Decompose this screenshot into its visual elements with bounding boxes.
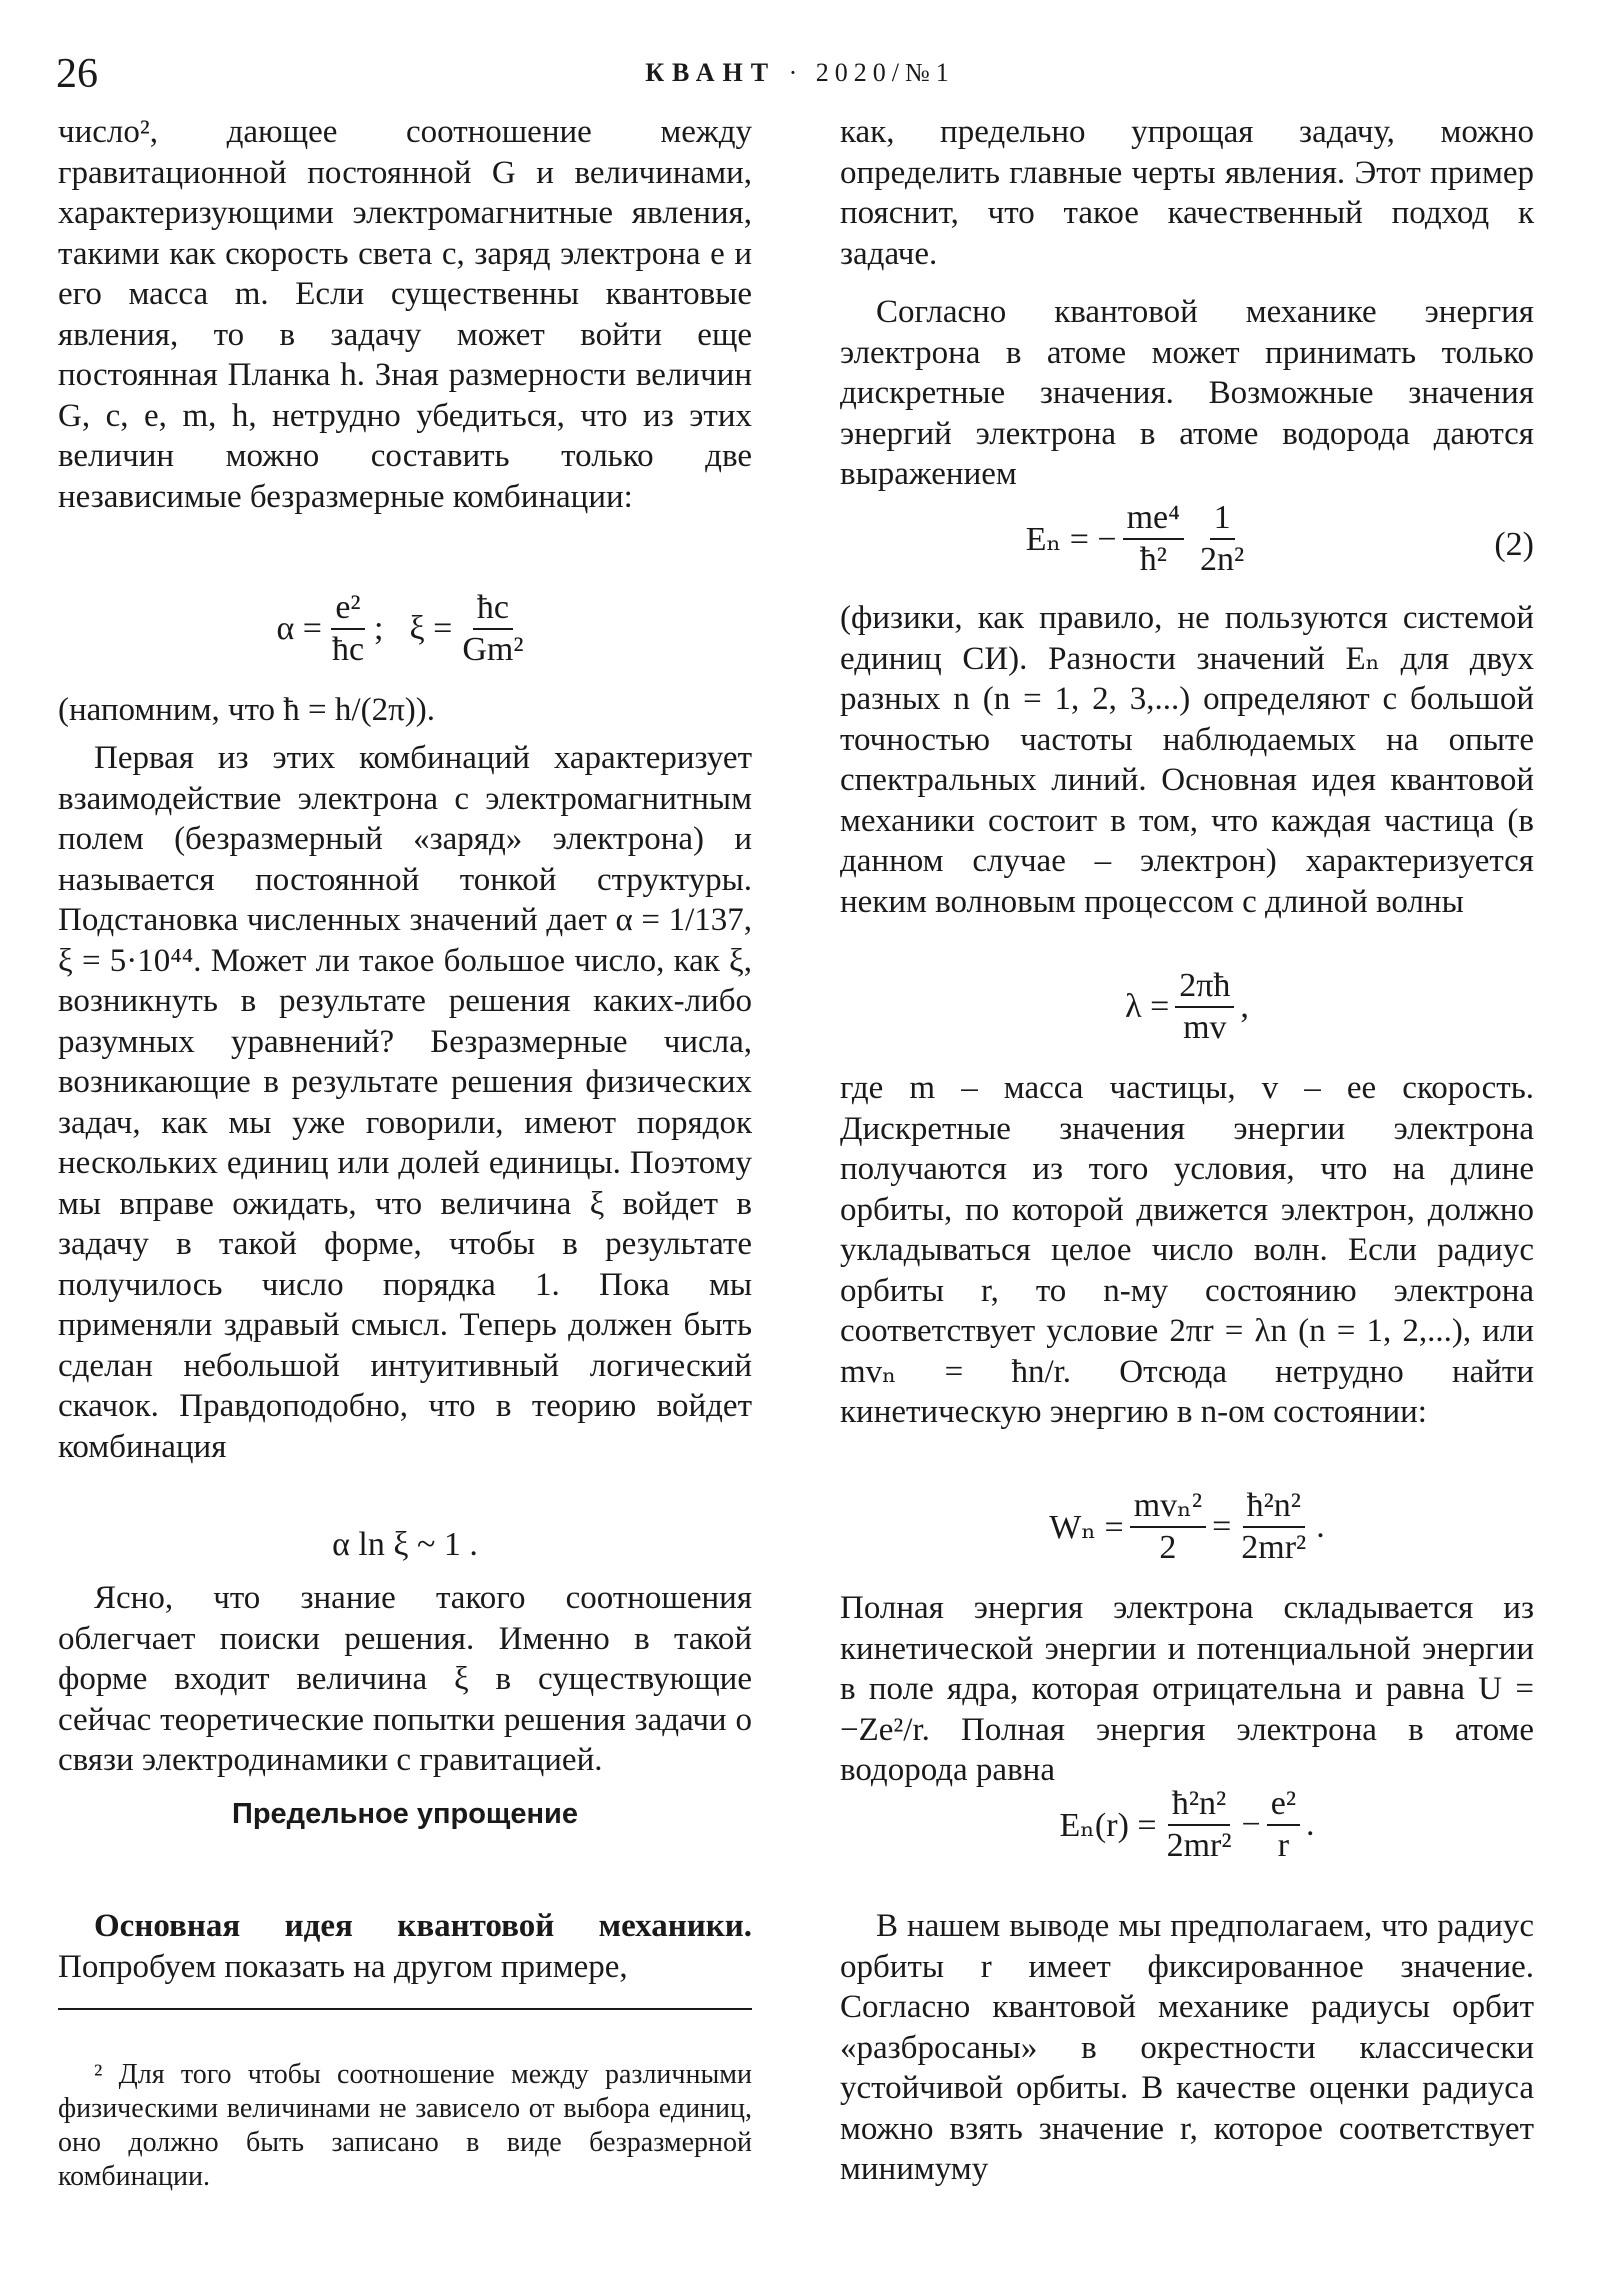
numerator: ħc xyxy=(473,588,513,630)
fraction xyxy=(328,588,368,670)
numerator: e² xyxy=(1267,1784,1300,1826)
footnote-divider xyxy=(58,2008,752,2010)
bold-lead: Основная идея квантовой механики. xyxy=(94,1908,752,1944)
formula-energy-levels xyxy=(840,498,1440,580)
formula-alpha-ln-xi: α ln ξ ~ 1 . xyxy=(332,1526,478,1563)
numerator: me⁴ xyxy=(1123,498,1184,540)
formula-alpha-xi xyxy=(58,588,752,670)
right-paragraph-2: Согласно квантовой механике энергия электрона в атоме может принимать только дискретные значения. Возможные значения энергий электрона в атоме водорода даются выражением xyxy=(840,294,1534,492)
numerator: mvₙ² xyxy=(1130,1486,1206,1528)
formula-part: Eₙ(r) = xyxy=(1059,1807,1157,1844)
left-paragraph-4 xyxy=(58,1906,752,1987)
formula-part: Wₙ = xyxy=(1049,1509,1124,1546)
left-paragraph-1: число², дающее соотношение между гравитационной постоянной G и величинами, характеризующими электромагнитные явления, такими как скорость света c, заряд электрона e и его масса m. Если существенны квантовые явления, то в задачу может войти еще постоянная Планка h. Зная размерности величин G, c, e, m, h, нетрудно убедиться, что из этих величин можно составить только две независимые безразмерные комбинации: xyxy=(58,114,752,515)
denominator: r xyxy=(1277,1827,1290,1864)
formula-total-energy xyxy=(840,1784,1534,1866)
formula-part: = xyxy=(1212,1508,1232,1545)
equation-number: (2) xyxy=(1494,526,1534,563)
fraction xyxy=(1130,1486,1206,1568)
numerator: e² xyxy=(331,588,364,630)
fraction xyxy=(1123,498,1184,580)
fraction xyxy=(1175,966,1234,1048)
fraction xyxy=(1163,1784,1236,1866)
left-paragraph-3: Ясно, что знание такого соотношения облегчает поиски решения. Именно в такой форме входит величина ξ в существующие сейчас теоретические попытки решения задачи о связи электродинамики с гравитацией. xyxy=(58,1580,752,1778)
formula-part: ; xyxy=(374,610,384,647)
right-paragraph-3: (физики, как правило, не пользуются системой единиц СИ). Разности значений Eₙ для двух разных n (n = 1, 2, 3,...) определяют с большой точностью частоты наблюдаемых на опыте спектральных линий. Основная идея квантовой механики состоит в том, что каждая частица (в данном случае – электрон) характеризуется неким волновым процессом с длиной волны xyxy=(840,600,1534,920)
denominator: 2mr² xyxy=(1166,1827,1232,1864)
formula-part: Eₙ = − xyxy=(1025,521,1117,558)
formula-part: α = xyxy=(276,610,322,647)
denominator: ħ² xyxy=(1139,541,1167,578)
footnote: ² Для того чтобы соотношение между различными физическими величинами не зависело от выбора единиц, оно должно быть записано в виде безразмерной комбинации. xyxy=(58,2059,752,2192)
numerator: 1 xyxy=(1210,498,1235,540)
fraction xyxy=(1196,498,1248,580)
fraction xyxy=(458,588,527,670)
denominator: Gm² xyxy=(462,631,524,668)
formula-part: − xyxy=(1241,1806,1261,1843)
denominator: 2mr² xyxy=(1241,1529,1307,1566)
left-note: (напомним, что ħ = h/(2π)). xyxy=(58,692,435,728)
right-paragraph-1: как, предельно упрощая задачу, можно определить главные черты явления. Этот пример пояснит, что такое качественный подход к задаче. xyxy=(840,114,1534,272)
numerator: ħ²n² xyxy=(1168,1784,1230,1826)
formula-kinetic-energy xyxy=(840,1486,1534,1568)
paragraph-text: Попробуем показать на другом примере, xyxy=(58,1948,628,1985)
formula-part: . xyxy=(1306,1806,1315,1843)
right-paragraph-6: В нашем выводе мы предполагаем, что радиус орбиты r имеет фиксированное значение. Согласно квантовой механике радиусы орбит «разбросаны» в окрестности классически устойчивой орбиты. В качестве оценки радиуса можно взять значение r, которое соответствует минимуму xyxy=(840,1908,1534,2187)
numerator: 2πħ xyxy=(1175,966,1234,1008)
denominator: ħc xyxy=(331,631,365,668)
left-paragraph-2: Первая из этих комбинаций характеризует взаимодействие электрона с электромагнитным полем (безразмерный «заряд» электрона) и называется постоянной тонкой структуры. Подстановка численных значений дает α = 1/137, ξ = 5·10⁴⁴. Может ли такое большое число, как ξ, возникнуть в результате решения каких-либо разумных уравнений? Безразмерные числа, возникающие в результате решения физических задач, как мы уже говорили, имеют порядок нескольких единиц или долей единицы. Поэтому мы вправе ожидать, что величина ξ войдет в задачу в такой форме, чтобы в результате получилось число порядка 1. Пока мы применяли здравый смысл. Теперь должен быть сделан небольшой интуитивный логический скачок. Правдоподобно, что в теорию войдет комбинация xyxy=(58,740,752,1465)
denominator: mv xyxy=(1183,1009,1227,1046)
fraction xyxy=(1267,1784,1300,1866)
right-paragraph-5: Полная энергия электрона складывается из кинетической энергии и потенциальной энергии в поле ядра, которая отрицательна и равна U = −Ze²/r. Полная энергия электрона в атоме водорода равна xyxy=(840,1590,1534,1788)
running-header xyxy=(0,58,1600,88)
denominator: 2n² xyxy=(1200,541,1245,578)
right-paragraph-4: где m – масса частицы, v – ее скорость. Дискретные значения энергии электрона получаются из того условия, что на длине орбиты, по которой движется электрон, должно укладываться целое число волн. Если радиус орбиты r, то n-му состоянию электрона соответствует условие 2πr = λn (n = 1, 2,...), или mvₙ = ħn/r. Отсюда нетрудно найти кинетическую энергию в n-ом состоянии: xyxy=(840,1070,1534,1430)
formula-part: λ = xyxy=(1125,988,1170,1025)
numerator: ħ²n² xyxy=(1243,1486,1305,1528)
fraction xyxy=(1237,1486,1310,1568)
page-number: 26 xyxy=(56,51,98,97)
formula-wavelength xyxy=(840,966,1534,1048)
formula-part: ξ = xyxy=(409,610,453,647)
denominator: 2 xyxy=(1159,1529,1177,1566)
section-heading: Предельное упрощение xyxy=(231,1798,579,1830)
formula-part: . xyxy=(1316,1508,1325,1545)
journal-title: КВАНТ xyxy=(645,58,777,87)
issue-number: · 2020/№1 xyxy=(788,58,955,87)
formula-part: , xyxy=(1240,988,1249,1025)
